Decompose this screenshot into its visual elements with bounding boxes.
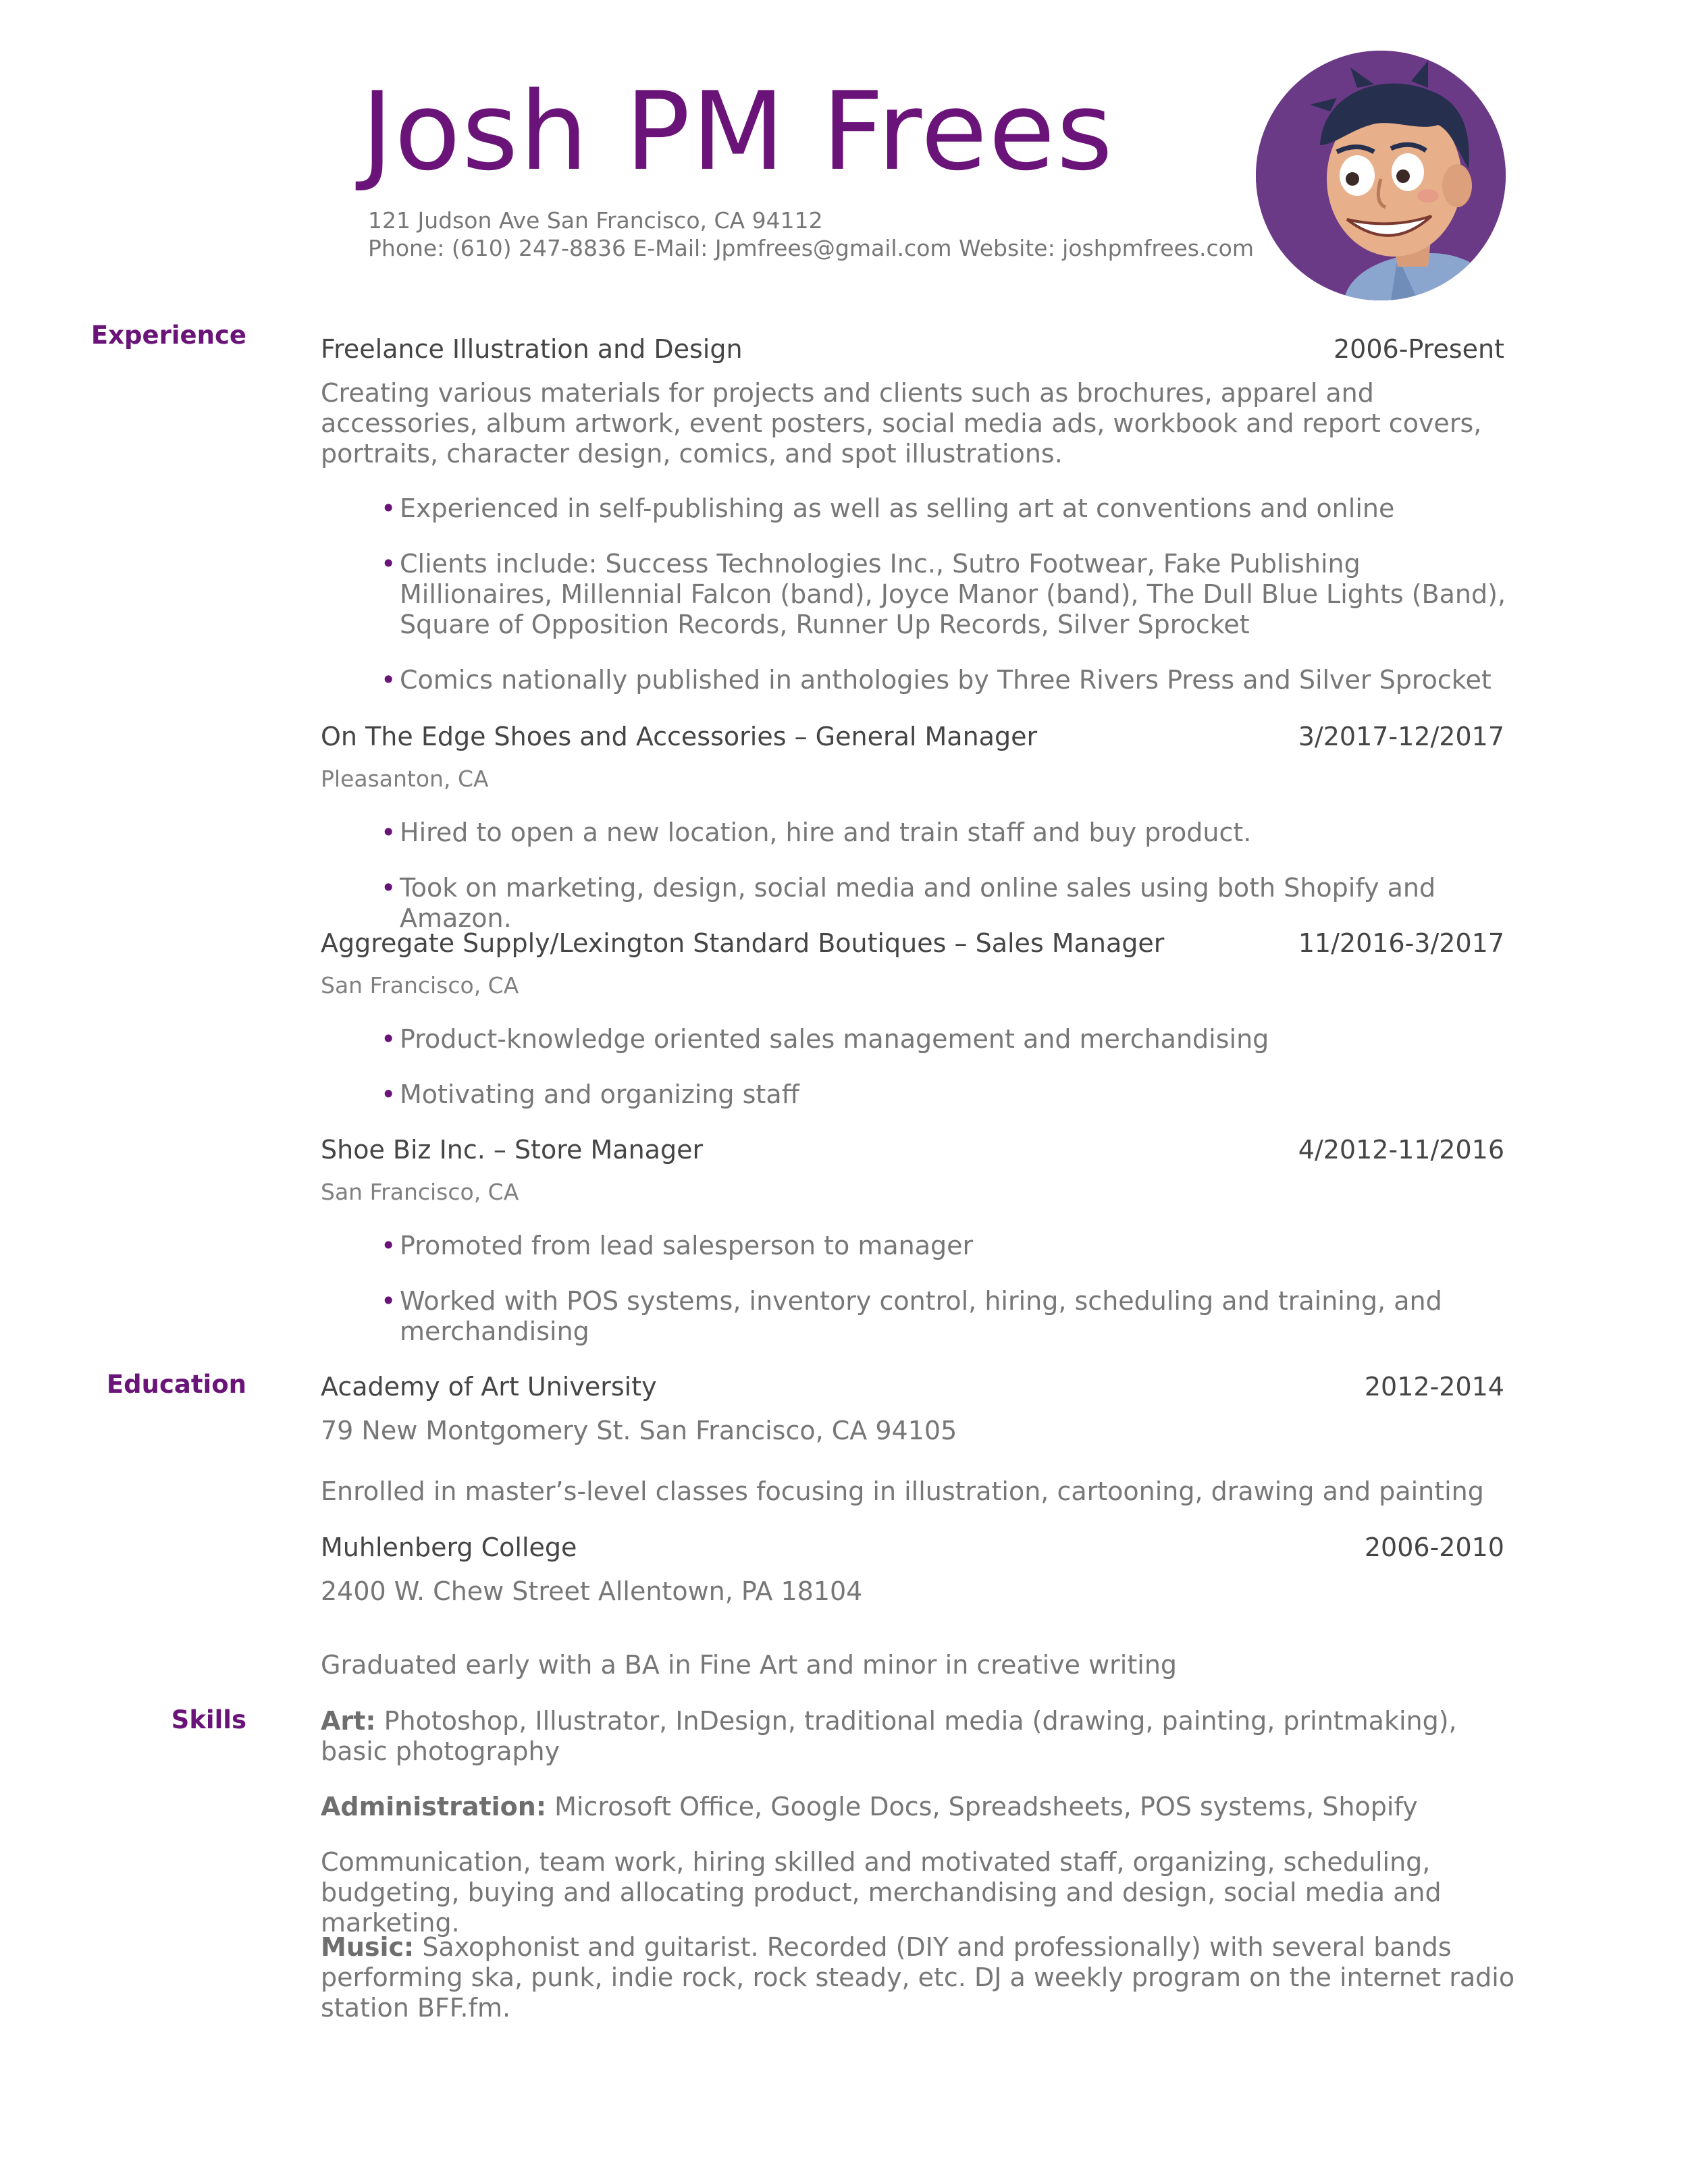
skill-administration: Administration: Microsoft Office, Google Docs, Spreadsheets, POS systems, Shopify xyxy=(321,1792,1418,1821)
school-name: Muhlenberg College xyxy=(321,1533,577,1562)
bullet-item: • Took on marketing, design, social media and online sales using both Shopify and Amazon. xyxy=(381,873,1436,933)
school-address: 79 New Montgomery St. San Francisco, CA 94105 xyxy=(321,1416,957,1445)
bullet-item: • Promoted from lead salesperson to manager xyxy=(381,1231,974,1260)
contact-line: Phone: (610) 247-8836 E-Mail: Jpmfrees@gmail.com Website: joshpmfrees.com xyxy=(368,235,1254,261)
cartoon-self-portrait-icon xyxy=(1256,51,1506,300)
school-name: Academy of Art University xyxy=(321,1372,657,1402)
avatar xyxy=(1256,51,1506,300)
bullet-item: • Comics nationally published in anthologies by Three Rivers Press and Silver Sprocket xyxy=(381,665,1492,695)
bullet-item: • Clients include: Success Technologies Inc., Sutro Footwear, Fake Publishing Millionaires, Millennial Falcon (band), Joyce Manor (band), The Dull Blue Lights (Band), Square of Opposition Records, Runner Up Records, Silver Sprocket xyxy=(381,549,1506,639)
resume-name: Josh PM Frees xyxy=(361,68,1114,194)
job-dates: 4/2012-11/2016 xyxy=(1298,1135,1504,1165)
section-label-skills: Skills xyxy=(171,1705,246,1734)
section-label-education: Education xyxy=(106,1370,246,1399)
bullet-item: • Worked with POS systems, inventory control, hiring, scheduling and training, and merchandising xyxy=(381,1286,1442,1346)
skill-art: Art: Photoshop, Illustrator, InDesign, traditional media (drawing, painting, printmaking), basic photography xyxy=(321,1706,1457,1766)
school-address: 2400 W. Chew Street Allentown, PA 18104 xyxy=(321,1576,863,1606)
job-dates: 2006-Present xyxy=(1334,334,1504,364)
job-description: Creating various materials for projects and clients such as brochures, apparel and accessories, album artwork, event posters, social media ads, workbook and report covers, portraits, character design, comics, and spot illustrations. xyxy=(321,378,1482,469)
bullet-item: • Experienced in self-publishing as well as selling art at conventions and online xyxy=(381,494,1395,523)
skill-music: Music: Saxophonist and guitarist. Recorded (DIY and professionally) with several bands performing ska, punk, indie rock, rock steady, etc. DJ a weekly program on the internet radio station BFF.fm. xyxy=(321,1932,1515,2023)
job-dates: 11/2016-3/2017 xyxy=(1298,928,1504,958)
school-dates: 2006-2010 xyxy=(1364,1533,1504,1562)
job-location: Pleasanton, CA xyxy=(321,766,489,792)
job-location: San Francisco, CA xyxy=(321,1179,519,1205)
address-line: 121 Judson Ave San Francisco, CA 94112 xyxy=(368,207,823,234)
job-dates: 3/2017-12/2017 xyxy=(1298,722,1504,751)
job-location: San Francisco, CA xyxy=(321,972,519,998)
job-title: On The Edge Shoes and Accessories – General Manager xyxy=(321,722,1038,751)
job-title: Aggregate Supply/Lexington Standard Boutiques – Sales Manager xyxy=(321,928,1165,958)
bullet-item: • Product-knowledge oriented sales management and merchandising xyxy=(381,1024,1269,1054)
skill-communication: Communication, team work, hiring skilled and motivated staff, organizing, scheduling, budgeting, buying and allocating product, merchandising and design, social media and marketing. xyxy=(321,1847,1442,1938)
school-note: Graduated early with a BA in Fine Art and minor in creative writing xyxy=(321,1650,1178,1680)
bullet-item: • Motivating and organizing staff xyxy=(381,1080,799,1109)
school-note: Enrolled in master’s-level classes focusing in illustration, cartooning, drawing and painting xyxy=(321,1476,1484,1506)
job-title: Shoe Biz Inc. – Store Manager xyxy=(321,1135,704,1165)
bullet-item: • Hired to open a new location, hire and train staff and buy product. xyxy=(381,818,1252,847)
job-title: Freelance Illustration and Design xyxy=(321,334,743,364)
section-label-experience: Experience xyxy=(90,321,246,350)
school-dates: 2012-2014 xyxy=(1364,1372,1504,1402)
